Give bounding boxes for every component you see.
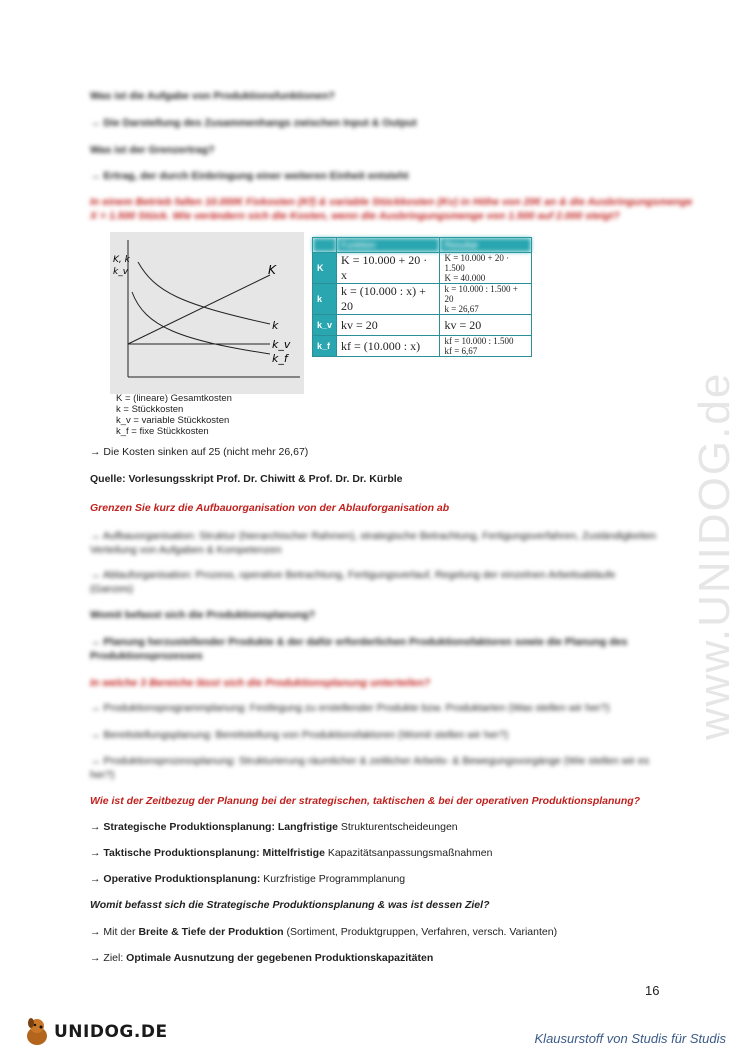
planning-label: Strategische Produktionsplanung: [103, 821, 275, 833]
label-kf: k_f [272, 352, 288, 365]
dog-icon [22, 1016, 52, 1048]
answer-ziel [90, 952, 433, 965]
label-K: K [268, 263, 276, 277]
curve-kf [132, 292, 270, 354]
answer-bold: Breite & Tiefe der Produktion [138, 926, 284, 938]
row-result-2: K = 40.000 [444, 273, 486, 283]
blurred-text-line: → Aufbauorganisation: Struktur (hierarchischer Rahmen), strategische Betrachtung, Fertigungsverfahren, Zuständigkeiten [90, 530, 657, 542]
row-result [440, 253, 532, 284]
question-strategisch: Womit befasst sich die Strategische Produktionsplanung & was ist dessen Ziel? [90, 899, 490, 911]
source-line: Quelle: Vorlesungsskript Prof. Dr. Chiwitt & Prof. Dr. Dr. Kürble [90, 473, 403, 485]
row-result-1: k = 10.000 : 1.500 + 20 [444, 284, 518, 304]
answer-prefix: → Ziel: [90, 952, 127, 964]
page-number: 16 [645, 983, 660, 998]
curve-K [128, 275, 270, 344]
blurred-text-line: → Bereitstellungsplanung: Bereitstellung von Produktionsfaktoren (Womit stellen wir her?) [90, 729, 509, 741]
row-label: k [313, 284, 337, 315]
planning-desc: Kapazitätsanpassungsmaßnahmen [324, 847, 493, 859]
cost-graph [110, 232, 304, 394]
legend-item: k_f = fixe Stückkosten [116, 426, 209, 437]
row-result-1: kf = 10.000 : 1.500 [444, 336, 514, 346]
cost-graph-svg [110, 232, 304, 394]
question-aufbau: Grenzen Sie kurz die Aufbauorganisation von der Ablauforganisation ab [90, 502, 450, 514]
table-row [313, 336, 532, 357]
planning-item-tactical [90, 847, 492, 860]
arrow-icon: → [90, 873, 101, 885]
curve-k [138, 262, 270, 324]
planning-term: Mittelfristige [262, 847, 325, 859]
label-y-top: K, k [113, 255, 130, 265]
blurred-text-line: → Planung herzustellender Produkte & der dafür erforderlichen Produktionsfaktoren sowie die Planung des [90, 636, 628, 648]
row-function: kv = 20 [337, 315, 440, 336]
arrow-icon: → [90, 847, 101, 859]
blurred-text-line: → Die Darstellung des Zusammenhangs zwischen Input & Output [90, 117, 417, 129]
blurred-text-line: Was ist die Aufgabe von Produktionsfunktionen? [90, 90, 335, 102]
table-header-result: Resultat [440, 238, 532, 253]
blurred-text-line: Produktionsprozesses [90, 650, 203, 662]
table-row [313, 253, 532, 284]
question-zeitbezug: Wie ist der Zeitbezug der Planung bei der strategischen, taktischen & bei der operativen Produktionsplanung? [90, 795, 641, 807]
table-row [313, 284, 532, 315]
result-line: → Die Kosten sinken auf 25 (nicht mehr 26,67) [90, 446, 309, 458]
row-result-2: kf = 6,67 [444, 346, 478, 356]
blurred-text-line: Was ist der Grenzertrag? [90, 144, 215, 156]
blurred-text-line: (Ganzes) [90, 583, 134, 595]
row-function: kf = (10.000 : x) [337, 336, 440, 357]
row-result: kv = 20 [440, 315, 532, 336]
row-label: k_v [313, 315, 337, 336]
table-header-function: Funktion [337, 238, 440, 253]
blurred-text-line: → Produktionsprozessplanung: Strukturierung räumlicher & zeitlicher Arbeits- & Bewegungsvorgänge (Wie stellen wir es [90, 755, 650, 767]
label-kv: k_v [272, 338, 291, 351]
watermark: www.UNIDOG.de [690, 371, 739, 740]
legend-item: k = Stückkosten [116, 404, 184, 415]
row-result-1: K = 10.000 + 20 · 1.500 [444, 253, 510, 273]
table-row [313, 315, 532, 336]
planning-label: Operative Produktionsplanung: [103, 873, 261, 885]
unidog-logo [22, 1014, 168, 1050]
blurred-text-line: → Ablauforganisation: Prozess, operative Betrachtung, Fertigungsverlauf, Regelung der einzelnen Arbeitsabläufe [90, 569, 616, 581]
row-function: K = 10.000 + 20 · x [337, 253, 440, 284]
blurred-text-line: Verteilung von Aufgaben & Kompetenzen [90, 544, 282, 556]
row-result [440, 284, 532, 315]
planning-desc: Strukturentscheideungen [337, 821, 458, 833]
row-label: K [313, 253, 337, 284]
answer-suffix: (Sortiment, Produktgruppen, Verfahren, versch. Varianten) [283, 926, 558, 938]
blurred-text-line: her?) [90, 769, 115, 781]
row-label: k_f [313, 336, 337, 357]
planning-item-operative [90, 873, 405, 886]
blurred-text-line: → Produktionsprogrammplanung: Festlegung zu erstellender Produkte bzw. Produktarten (Was stellen wir her?) [90, 702, 610, 714]
label-k: k [272, 319, 279, 332]
cost-function-table [312, 237, 532, 357]
logo-text: UNIDOG.DE [54, 1022, 168, 1042]
answer-bold: Optimale Ausnutzung der gegebenen Produktionskapazitäten [126, 952, 434, 964]
footer-tagline: Klausurstoff von Studis für Studis [534, 1031, 726, 1046]
planning-item-strategic [90, 821, 458, 834]
planning-label: Taktische Produktionsplanung: [103, 847, 260, 859]
legend-item: K = (lineare) Gesamtkosten [116, 393, 232, 404]
planning-desc: Kurzfristige Programmplanung [260, 873, 406, 885]
arrow-icon: → [90, 821, 101, 833]
row-result [440, 336, 532, 357]
blurred-text-line: In einem Betrieb fallen 10.000€ Fixkosten (Kf) & variable Stückkosten (Kv) in Höhe von 20€ an & die Ausbringungsmenge [90, 196, 693, 208]
planning-term: Langfristige [277, 821, 338, 833]
row-function: k = (10.000 : x) + 20 [337, 284, 440, 315]
legend-item: k_v = variable Stückkosten [116, 415, 230, 426]
blurred-text-line: Womit befasst sich die Produktionsplanung? [90, 609, 315, 621]
row-result-2: k = 26,67 [444, 304, 479, 314]
blurred-text-line: X = 1.500 Stück. Wie verändern sich die Kosten, wenn die Ausbringungsmenge von 1.500 auf 2.000 steigt? [90, 210, 620, 222]
label-y-sub: k_v [113, 267, 129, 277]
graph-legend [116, 393, 232, 437]
blurred-text-line: → Ertrag, der durch Einbringung einer weiteren Einheit entsteht [90, 170, 409, 182]
answer-breite-tiefe [90, 926, 557, 939]
blurred-text-line: In welche 3 Bereiche lässt sich die Produktionsplanung unterteilen? [90, 677, 431, 689]
answer-prefix: → Mit der [90, 926, 139, 938]
table-header-row [313, 238, 532, 253]
